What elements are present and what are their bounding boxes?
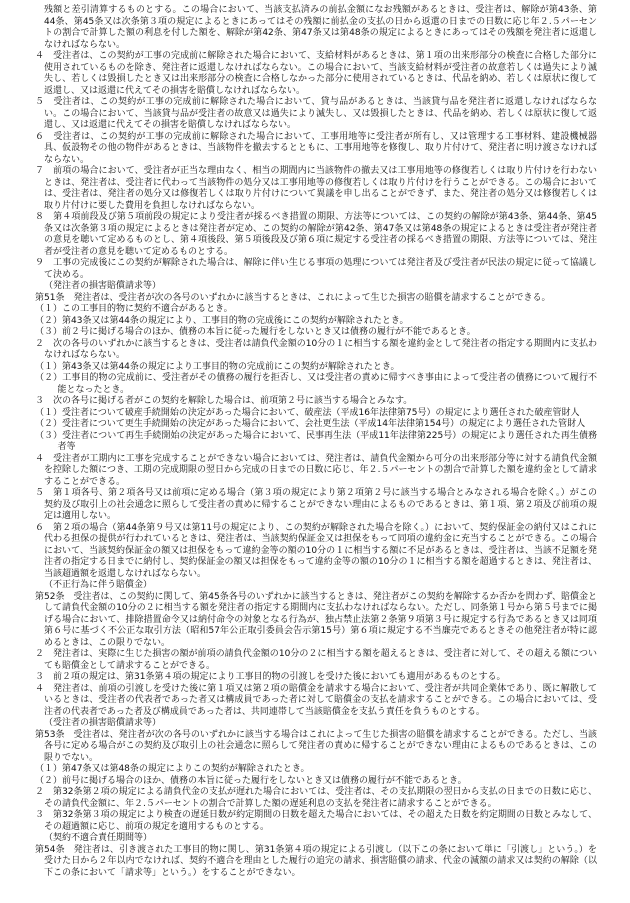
paragraph-4: ４ 受注者は、この契約が工事の完成前に解除された場合において、支給材料があるときは、第１項の出来形部分の検査に合格した部分に使用されているものを除き、発注者に返還しなければならない。この場合において、当該支給材料が受注者の故意若しくは過失により滅失し、若しくは毀損したとき又は出来形部分の検査に合格しなかった部分に使用されているときは、代品を納め、若しくは原状に復して返還し、又は返還に代えてその損害を賠償しなければならない。 <box>35 51 597 96</box>
article-52 <box>35 580 597 718</box>
article-paragraph-1: 第52条 受注者は、この契約に関して、第45条各号のいずれかに該当するときは、発注者がこの契約を解除するか否かを問わず、賠償金として請負代金額の10分の２に相当する額を発注者の指定する期間内に支払わなければならない。ただし、同条第１号から第５号までに掲げる場合において、排除措置命令又は納付命令の対象となる行為が、独占禁止法第２条第９項第３号に規定する行為であるとき又は同項第６号に基づく不公正な取引方法（昭和57年公正取引委員会告示第15号）第６項に規定する不当廉売であるときその他発注者が特に認めるときは、この限りでない。 <box>35 591 598 648</box>
list-item: （３）前２号に掲げる場合のほか、債務の本旨に従った履行をしないとき又は債務の履行が不能であるとき。 <box>35 327 476 337</box>
list-item: （１）受注者について破産手続開始の決定があった場合において、破産法（平成16年法律第75号）の規定により選任された破産管財人 <box>35 407 580 418</box>
paragraph-6: ６ 受注者は、この契約が工事の完成前に解除された場合において、工事用地等に受注者が所有し、又は管理する工事材料、建設機械器具、仮設物その他の物件があるときは、当該物件を撤去するとともに、工事用地等を修復し、取り片付けて、発注者に明け渡さなければならない。 <box>35 131 597 165</box>
paragraph-7: ７ 前項の場合において、受注者が正当な理由なく、相当の期間内に当該物件の撤去又は工事用地等の修復若しくは取り片付けを行わないときは、発注者は、受注者に代わって当該物件の処分又は工事用地等の修復若しくは取り片付けを行うことができる。この場合においては、受注者は、発注者の処分又は修復若しくは取り片付けについて異議を申し出ることができず、また、発注者の処分又は修復若しくは取り片付けに要した費用を負担しなければならない。 <box>35 166 597 211</box>
paragraph-3-continued: 残額と差引清算するものとする。この場合において、当該支払済みの前払金額になお残額があるときは、受注者は、解除が第43条、第44条、第45条又は次条第３項の規定によるときにあってはその残額に前払金の支払の日から返還の日までの日数に応じ年２.５パーセントの割合で計算した額の利息を付した額を、解除が第42条、第47条又は第48条の規定によるときにあってはその残額を発注者に返還しなければならない。 <box>44 5 597 50</box>
article-54 <box>35 833 597 879</box>
article-paragraph-2: ２ 発注者は、実際に生じた損害の額が前項の請負代金額の10分の２に相当する額を超えるときは、受注者に対して、その超える額についても賠償金として請求することができる。 <box>35 649 597 671</box>
article-caption: （不正行為に伴う賠償金） <box>44 580 153 590</box>
list-item: （２）工事目的物の完成前に、受注者がその債務の履行を拒否し、又は受注者の責めに帰すべき事由によって受注者の債務について履行不能となったとき。 <box>35 373 597 395</box>
paragraph-5: ５ 受注者は、この契約が工事の完成前に解除された場合において、貸与品があるときは、当該貸与品を発注者に返還しなければならない。この場合において、当該貸与品が受注者の故意又は過失により滅失し、又は毀損したときは、代品を納め、若しくは原状に復して返還し、又は返還に代えてその損害を賠償しなければならない。 <box>35 97 597 130</box>
article-paragraph-4: ４ 受注者が工期内に工事を完成することができない場合においては、発注者は、請負代金額から可分の出来形部分等に対する請負代金額を控除した額につき、工期の完成期限の翌日から完成の日までの日数に応じ、年２.５パーセントの割合で計算した額を違約金として請求することができる。 <box>35 453 597 487</box>
article-50-tail <box>35 5 597 281</box>
list-item: （３）受注者について再生手続開始の決定があった場合において、民事再生法（平成11年法律第225号）の規定により選任された再生債務者等 <box>35 430 597 452</box>
article-paragraph-2: ２ 次の各号のいずれかに該当するときは、受注者は請負代金額の10分の１に相当する額を違約金として発注者の指定する期間内に支払わなければならない。 <box>35 338 597 360</box>
article-paragraph-5: ５ 第１項各号、第２項各号又は前項に定める場合（第３項の規定により第２項第２号に該当する場合とみなされる場合を除く。）がこの契約及び取引上の社会通念に照らして受注者の責めに帰することができない理由によるものであるときは、第１項、第２項及び前項の規定は適用しない。 <box>35 488 597 521</box>
article-paragraph-2: ２ 第32条第２項の規定による請負代金の支払が遅れた場合においては、受注者は、その支払期限の翌日から支払の日までの日数に応じ、その請負代金額に、年２.５パーセントの割合で計算した額の遅延利息の支払を発注者に請求することができる。 <box>35 787 597 809</box>
paragraph-9: ９ 工事の完成後にこの契約が解除された場合は、解除に伴い生じる事項の処理については発注者及び受注者が民法の規定に従って協議して決める。 <box>35 258 597 280</box>
article-paragraph-6: ６ 第２項の場合（第44条第９号又は第11号の規定により、この契約が解除された場合を除く。）において、契約保証金の納付又はこれに代わる担保の提供が行われているときは、発注者は、当該契約保証金又は担保をもって同項の違約金に充当することができる。この場合において、当該契約保証金の額又は担保をもって違約金等の額の10分の１に相当する額に不足があるときは、受注者は、当該不足額を発注者の指定する日までに納付し、契約保証金の額又は担保をもって違約金等の額の10分の１に相当する額を超過するときは、発注者は、当該超過額を返還しなければならない。 <box>35 522 597 579</box>
list-item: （２）前号に掲げる場合のほか、債務の本旨に従った履行をしないとき又は債務の履行が不能であるとき。 <box>35 775 467 786</box>
list-item: （２）受注者について更生手続開始の決定があった場合において、会社更生法（平成14年法律第154号）の規定により選任された管財人 <box>35 419 586 429</box>
article-caption: （発注者の損害賠償請求等） <box>44 281 162 291</box>
article-caption: （契約不適合責任期間等） <box>44 833 153 843</box>
list-item: （２）第43条又は第44条の規定により、工事目的物の完成後にこの契約が解除されたとき。 <box>35 315 409 326</box>
list-item: （１）第43条又は第44条の規定により工事目的物の完成前にこの契約が解除されたとき。 <box>35 361 400 372</box>
list-item: （１）この工事目的物に契約不適合があるとき。 <box>35 304 233 314</box>
article-paragraph-3: ３ 前２項の規定は、第31条第４項の規定により工事目的物の引渡しを受けた後においても適用があるものとする。 <box>35 672 506 682</box>
document-body <box>35 5 597 879</box>
paragraph-8: ８ 第４項前段及び第５項前段の規定により受注者が採るべき措置の期限、方法等については、この契約の解除が第43条、第44条、第45条又は次条第３項の規定によるときは発注者が定め、この契約の解除が第42条、第47条又は第48条の規定によるときは受注者が発注者の意見を聴いて定めるものとし、第４項後段、第５項後段及び第６項に規定する受注者の採るべき措置の期限、方法等については、発注者が受注者の意見を聴いて定めるものとする。 <box>35 212 597 257</box>
article-53 <box>35 718 597 833</box>
article-paragraph-1: 第53条 受注者は、発注者が次の各号のいずれかに該当する場合はこれによって生じた損害の賠償を請求することができる。ただし、当該各号に定める場合がこの契約及び取引上の社会通念に照らして発注者の責めに帰することができない理由によるものであるときは、この限りでない。 <box>35 729 597 763</box>
article-51 <box>35 281 597 580</box>
article-paragraph-1: 第54条 発注者は、引き渡された工事目的物に関し、第31条第４項の規定による引渡し（以下この条において単に「引渡し」という。）を受けた日から２年以内でなければ、契約不適合を理由とした履行の追完の請求、損害賠償の請求、代金の減額の請求又は契約の解除（以下この条において「請求等」という。）をすることができない。 <box>35 844 597 878</box>
article-paragraph-3: ３ 次の各号に掲げる者がこの契約を解除した場合は、前項第２号に該当する場合とみなす。 <box>35 396 413 406</box>
article-paragraph-3: ３ 第32条第３項の規定により検査の遅延日数が約定期間の日数を超えた場合においては、その超えた日数を約定期間の日数とみなして、その超過額に応じ、前項の規定を適用するものとする。 <box>35 810 597 832</box>
article-paragraph-1: 第51条 発注者は、受注者が次の各号のいずれかに該当するときは、これによって生じた損害の賠償を請求することができる。 <box>35 292 551 303</box>
list-item: （１）第47条又は第48条の規定によりこの契約が解除されたとき。 <box>35 764 310 774</box>
article-caption: （受注者の損害賠償請求等） <box>44 718 162 728</box>
article-paragraph-4: ４ 発注者は、前項の引渡しを受けた後に第１項又は第２項の賠償金を請求する場合において、受注者が共同企業体であり、既に解散しているときは、受注者の代表者であった者又は構成員であった者に対して賠償金の支払を請求することができる。この場合においては、受注者の代表者であった者及び構成員であった者は、共同連帯して当該賠償金を支払う責任を負うものとする。 <box>35 683 597 717</box>
